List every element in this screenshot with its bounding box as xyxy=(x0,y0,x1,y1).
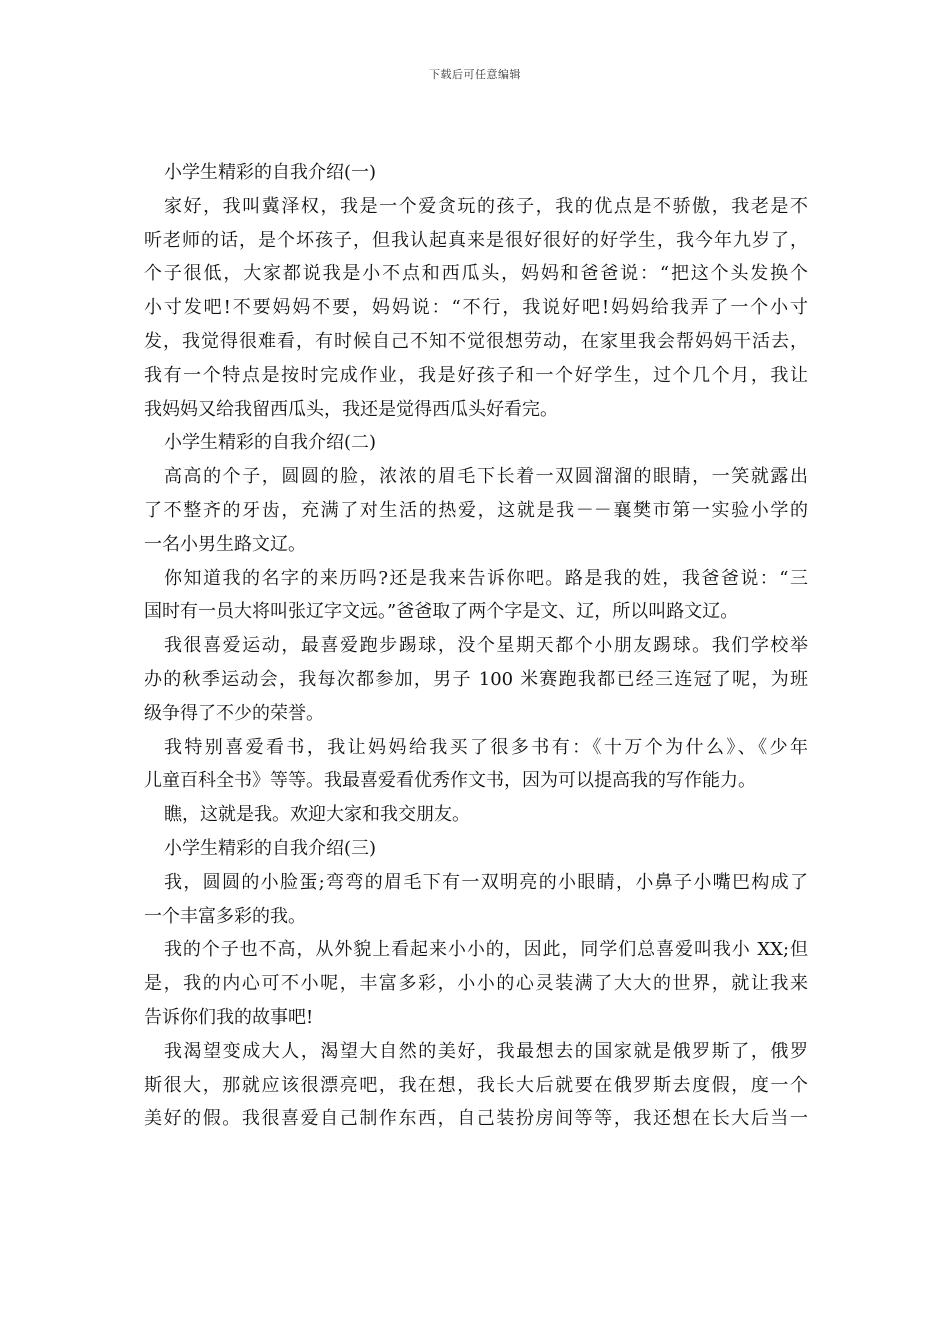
text-line: 听老师的话，是个坏孩子，但我认起真来是很好很好的好学生，我今年九岁了， xyxy=(144,229,808,251)
text-line: 我有一个特点是按时完成作业，我是好孩子和一个好学生，过个几个月，我让 xyxy=(144,364,808,386)
text-line: 美好的假。我很喜爱自己制作东西，自己装扮房间等等，我还想在长大后当一 xyxy=(144,1108,808,1130)
document-body xyxy=(144,156,808,1136)
text-line: 个子很低，大家都说我是小不点和西瓜头，妈妈和爸爸说：“把这个头发换个 xyxy=(144,263,808,285)
text-line: 一个丰富多彩的我。 xyxy=(144,905,306,927)
text-line: 小寸发吧!不要妈妈不要，妈妈说：“不行，我说好吧!妈妈给我弄了一个小寸 xyxy=(144,297,808,319)
text-line: 我的个子也不高，从外貌上看起来小小的，因此，同学们总喜爱叫我小 XX;但 xyxy=(164,939,808,961)
text-line: 国时有一员大将叫张辽字文远。”爸爸取了两个字是文、辽，所以叫路文辽。 xyxy=(144,601,739,623)
text-line: 了不整齐的牙齿，充满了对生活的热爱，这就是我－－襄樊市第一实验小学的 xyxy=(144,499,808,521)
text-line: 瞧，这就是我。欢迎大家和我交朋友。 xyxy=(164,804,470,826)
text-line: 小学生精彩的自我介绍(一) xyxy=(164,162,377,183)
text-line: 小学生精彩的自我介绍(三) xyxy=(164,837,377,859)
text-line: 我妈妈又给我留西瓜头，我还是觉得西瓜头好看完。 xyxy=(144,398,558,420)
page-header: 下载后可任意编辑 xyxy=(429,68,521,81)
text-line: 斯很大，那就应该很漂亮吧，我在想，我长大后就要在俄罗斯去度假，度一个 xyxy=(144,1074,808,1096)
text-line: 一名小男生路文辽。 xyxy=(144,533,306,555)
text-line: 家好，我叫冀泽权，我是一个爱贪玩的孩子，我的优点是不骄傲，我老是不 xyxy=(164,195,808,217)
text-line: 我特别喜爱看书，我让妈妈给我买了很多书有：《十万个为什么》、《少年 xyxy=(164,736,808,758)
text-line: 高高的个子，圆圆的脸，浓浓的眉毛下长着一双圆溜溜的眼睛，一笑就露出 xyxy=(164,466,808,488)
text-line: 小学生精彩的自我介绍(二) xyxy=(164,432,377,454)
text-line: 你知道我的名字的来历吗?还是我来告诉你吧。路是我的姓，我爸爸说：“三 xyxy=(164,567,808,589)
text-line: 我，圆圆的小脸蛋;弯弯的眉毛下有一双明亮的小眼睛，小鼻子小嘴巴构成了 xyxy=(164,871,808,893)
text-line: 我渴望变成大人，渴望大自然的美好，我最想去的国家就是俄罗斯了，俄罗 xyxy=(164,1040,808,1062)
text-line: 告诉你们我的故事吧! xyxy=(144,1006,314,1028)
text-line: 级争得了不少的荣誉。 xyxy=(144,702,324,724)
text-line: 我很喜爱运动，最喜爱跑步踢球，没个星期天都个小朋友踢球。我们学校举 xyxy=(164,635,808,657)
text-line: 发，我觉得很难看，有时候自己不知不觉很想劳动，在家里我会帮妈妈干活去， xyxy=(144,330,808,352)
text-line: 办的秋季运动会，我每次都参加，男子 100 米赛跑我都已经三连冠了呢，为班 xyxy=(144,668,808,690)
text-line: 儿童百科全书》等等。我最喜爱看优秀作文书，因为可以提高我的写作能力。 xyxy=(144,770,756,792)
text-line: 是，我的内心可不小呢，丰富多彩，小小的心灵装满了大大的世界，就让我来 xyxy=(144,973,808,995)
